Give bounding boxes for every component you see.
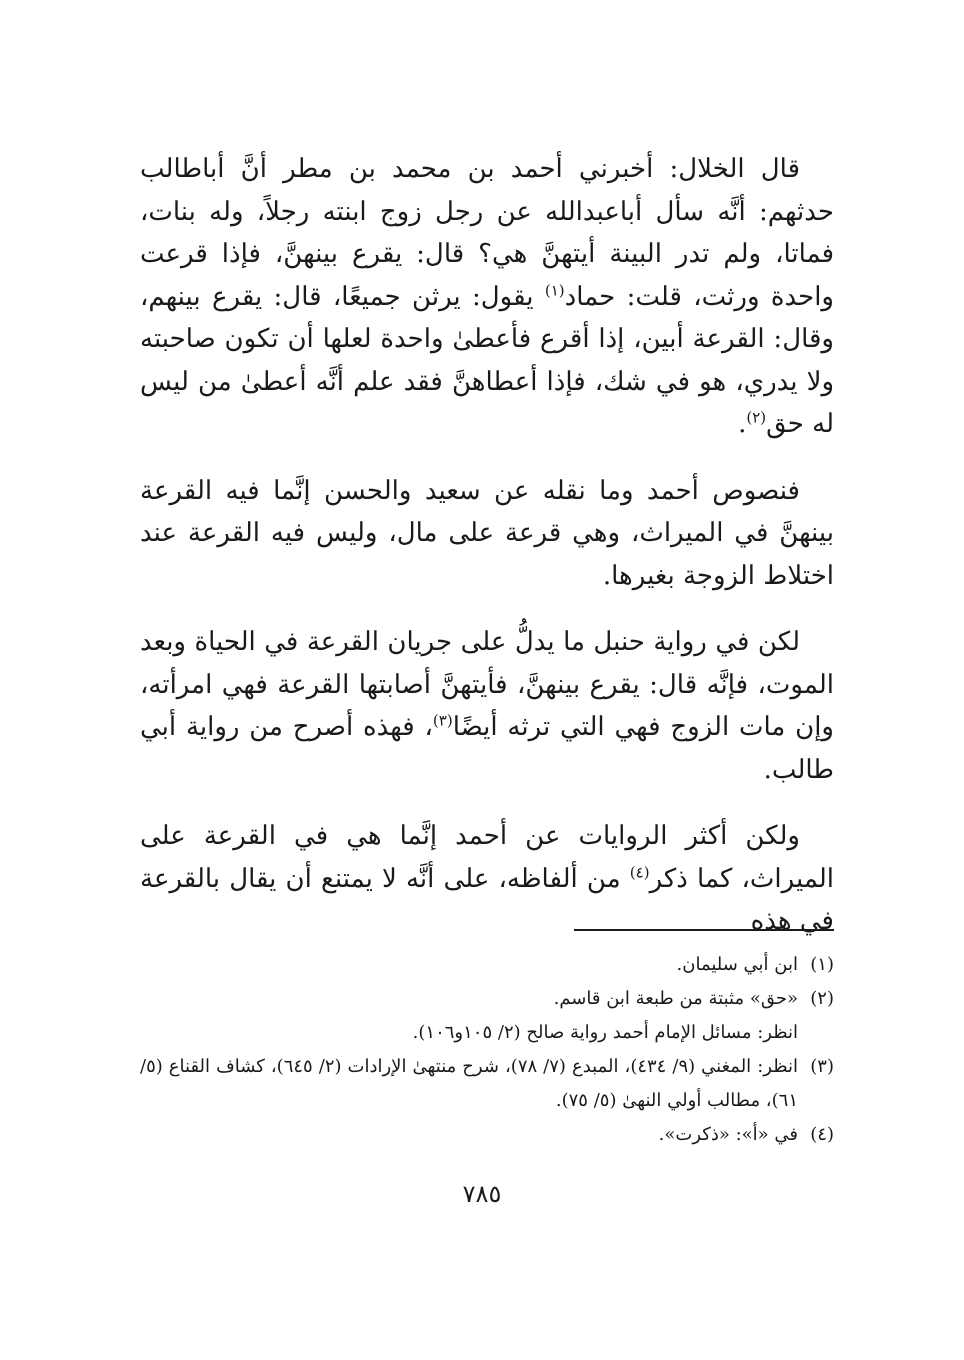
paragraph-4-text-b: من ألفاظه، على أنَّه لا يمتنع أن يقال بالقرعة في هذه — [140, 863, 834, 936]
footnote-ref-4[interactable]: (٤) — [629, 862, 650, 881]
footnote-1-text: ابن أبي سليمان. — [676, 954, 798, 975]
paragraph-1 — [140, 148, 834, 446]
paragraph-1-text-c: . — [738, 409, 747, 439]
paragraph-2 — [140, 470, 834, 598]
paragraph-3-text-b: ، فهذه أصرح من رواية أبي طالب. — [140, 712, 834, 785]
footnote-2 — [140, 982, 834, 1016]
footnotes — [140, 948, 834, 1152]
footnote-2-continuation: انظر: مسائل الإمام أحمد رواية صالح (٢/ ١٠٥و١٠٦). — [412, 1022, 798, 1043]
footnote-2-number: (٢) — [810, 988, 834, 1009]
footnote-4-text: في «أ»: «ذكرت». — [658, 1124, 798, 1145]
paragraph-3 — [140, 621, 834, 791]
paragraph-3-text-a: لكن في رواية حنبل ما يدلُّ على جريان القرعة في الحياة وبعد الموت، فإنَّه قال: يقرع بينهنَّ، فأيتهنَّ أصابتها القرعة فهي امرأته، وإن مات الزوج فهي التي ترثه أيضًا — [140, 627, 834, 742]
footnote-ref-2[interactable]: (٢) — [746, 408, 767, 427]
footnote-3-number: (٣) — [810, 1056, 834, 1077]
footnote-ref-1[interactable]: (١) — [544, 280, 565, 299]
footnote-separator — [574, 929, 834, 931]
footnote-ref-3[interactable]: (٣) — [432, 711, 453, 730]
paragraph-1-text-b: يقول: يرثن جميعًا، قال: يقرع بينهم، وقال: القرعة أبين، إذا أقرع فأعطىٰ واحدة لعلها أن تكون صاحبته ولا يدري، هو في شك، فإذا أعطاهنَّ فقد علم أنَّه أعطىٰ من ليس له حق — [140, 281, 834, 439]
footnote-3 — [140, 1050, 834, 1118]
paragraph-4 — [140, 815, 834, 943]
main-text — [140, 148, 834, 967]
paragraph-2-text: فنصوص أحمد وما نقله عن سعيد والحسن إنَّما فيه القرعة بينهنَّ في الميراث، وهي قرعة على مال، وليس فيه القرعة عند اختلاط الزوجة بغيرها. — [140, 475, 834, 591]
footnote-3-text: انظر: المغني (٩/ ٤٣٤)، المبدع (٧/ ٧٨)، شرح منتهىٰ الإرادات (٢/ ٦٤٥)، كشاف القناع (٥/ ٦١)، مطالب أولي النهىٰ (٥/ ٧٥). — [140, 1056, 798, 1111]
paragraph-1-text-a: قال الخلال: أخبرني أحمد بن محمد بن مطر أنَّ أباطالب حدثهم: أنَّه سأل أباعبدالله عن رجل زوج ابنته رجلاً، وله بنات، فماتا، ولم تدر البينة أيتهنَّ هي؟ قال: يقرع بينهنَّ، فإذا قرعت واحدة ورثت، قلت: حماد — [140, 154, 835, 312]
footnote-4-number: (٤) — [810, 1124, 834, 1145]
footnote-1-number: (١) — [810, 954, 834, 975]
footnote-1 — [140, 948, 834, 982]
footnote-2-text: «حق» مثبتة من طبعة ابن قاسم. — [553, 988, 798, 1009]
page-number: ٧٨٥ — [462, 1180, 502, 1208]
paragraph-4-text-a: ولكن أكثر الروايات عن أحمد إنَّما هي في القرعة على الميراث، كما ذكر — [140, 821, 834, 894]
footnote-4 — [140, 1118, 834, 1152]
